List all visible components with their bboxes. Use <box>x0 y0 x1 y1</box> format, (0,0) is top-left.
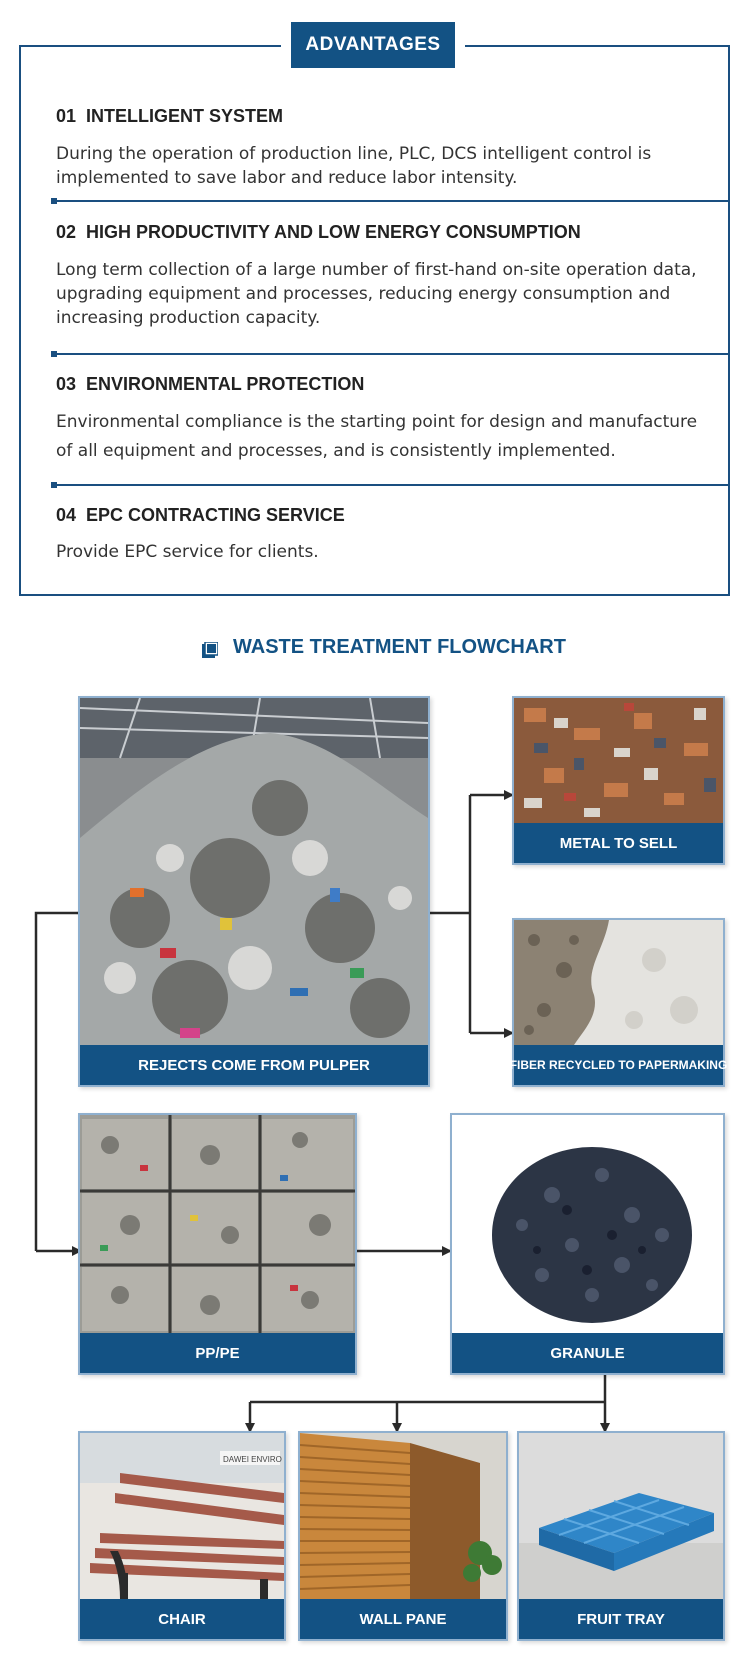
card-granule <box>450 1113 725 1375</box>
fiber-image <box>514 920 723 1045</box>
connector-left-loop <box>36 913 78 1251</box>
flowchart-title: WASTE TREATMENT FLOWCHART <box>233 636 566 658</box>
card-caption: PP/PE <box>80 1333 355 1373</box>
advantage-body-3: Environmental compliance is the starting point for design and manufacture of all equipment and processes, and is consistently implemented. <box>56 412 698 461</box>
card-metal <box>512 696 725 865</box>
advantage-body-2: Long term collection of a large number of first-hand on-site operation data, upgrading equipment and processes, reducing energy consumption and increasing production capacity. <box>56 260 697 328</box>
waste-pile-image <box>80 698 428 1045</box>
bench-sign-text: DAWEI ENVIRO <box>223 1455 282 1464</box>
card-rejects <box>78 696 430 1087</box>
advantage-body-4: Provide EPC service for clients. <box>56 542 319 562</box>
card-caption: FIBER RECYCLED TO PAPERMAKING <box>514 1045 723 1085</box>
metal-scrap-image <box>514 698 723 823</box>
card-caption: FRUIT TRAY <box>519 1599 723 1639</box>
wall-panel-image <box>300 1433 506 1599</box>
card-caption: WALL PANE <box>300 1599 506 1639</box>
card-caption: CHAIR <box>80 1599 284 1639</box>
advantages-badge: ADVANTAGES <box>291 22 455 68</box>
card-wall <box>298 1431 508 1641</box>
card-tray <box>517 1431 725 1641</box>
advantage-title-2: 02 HIGH PRODUCTIVITY AND LOW ENERGY CONSUMPTION <box>56 222 581 242</box>
card-fiber <box>509 918 728 1087</box>
advantage-title-1: 01 INTELLIGENT SYSTEM <box>56 106 284 126</box>
card-pppe <box>78 1113 357 1375</box>
pallet-image <box>519 1433 723 1599</box>
bench-image <box>80 1433 284 1599</box>
card-caption: METAL TO SELL <box>514 823 723 863</box>
advantage-title-3: 03 ENVIRONMENTAL PROTECTION <box>56 374 365 394</box>
card-caption: REJECTS COME FROM PULPER <box>80 1045 428 1085</box>
card-chair <box>78 1431 286 1641</box>
card-caption: GRANULE <box>452 1333 723 1373</box>
granule-image <box>452 1115 723 1333</box>
advantage-body-1: During the operation of production line, PLC, DCS intelligent control is implemented to save labor and reduce labor intensity. <box>56 144 652 188</box>
advantage-title-4: 04 EPC CONTRACTING SERVICE <box>56 505 345 525</box>
pppe-bales-image <box>80 1115 355 1333</box>
